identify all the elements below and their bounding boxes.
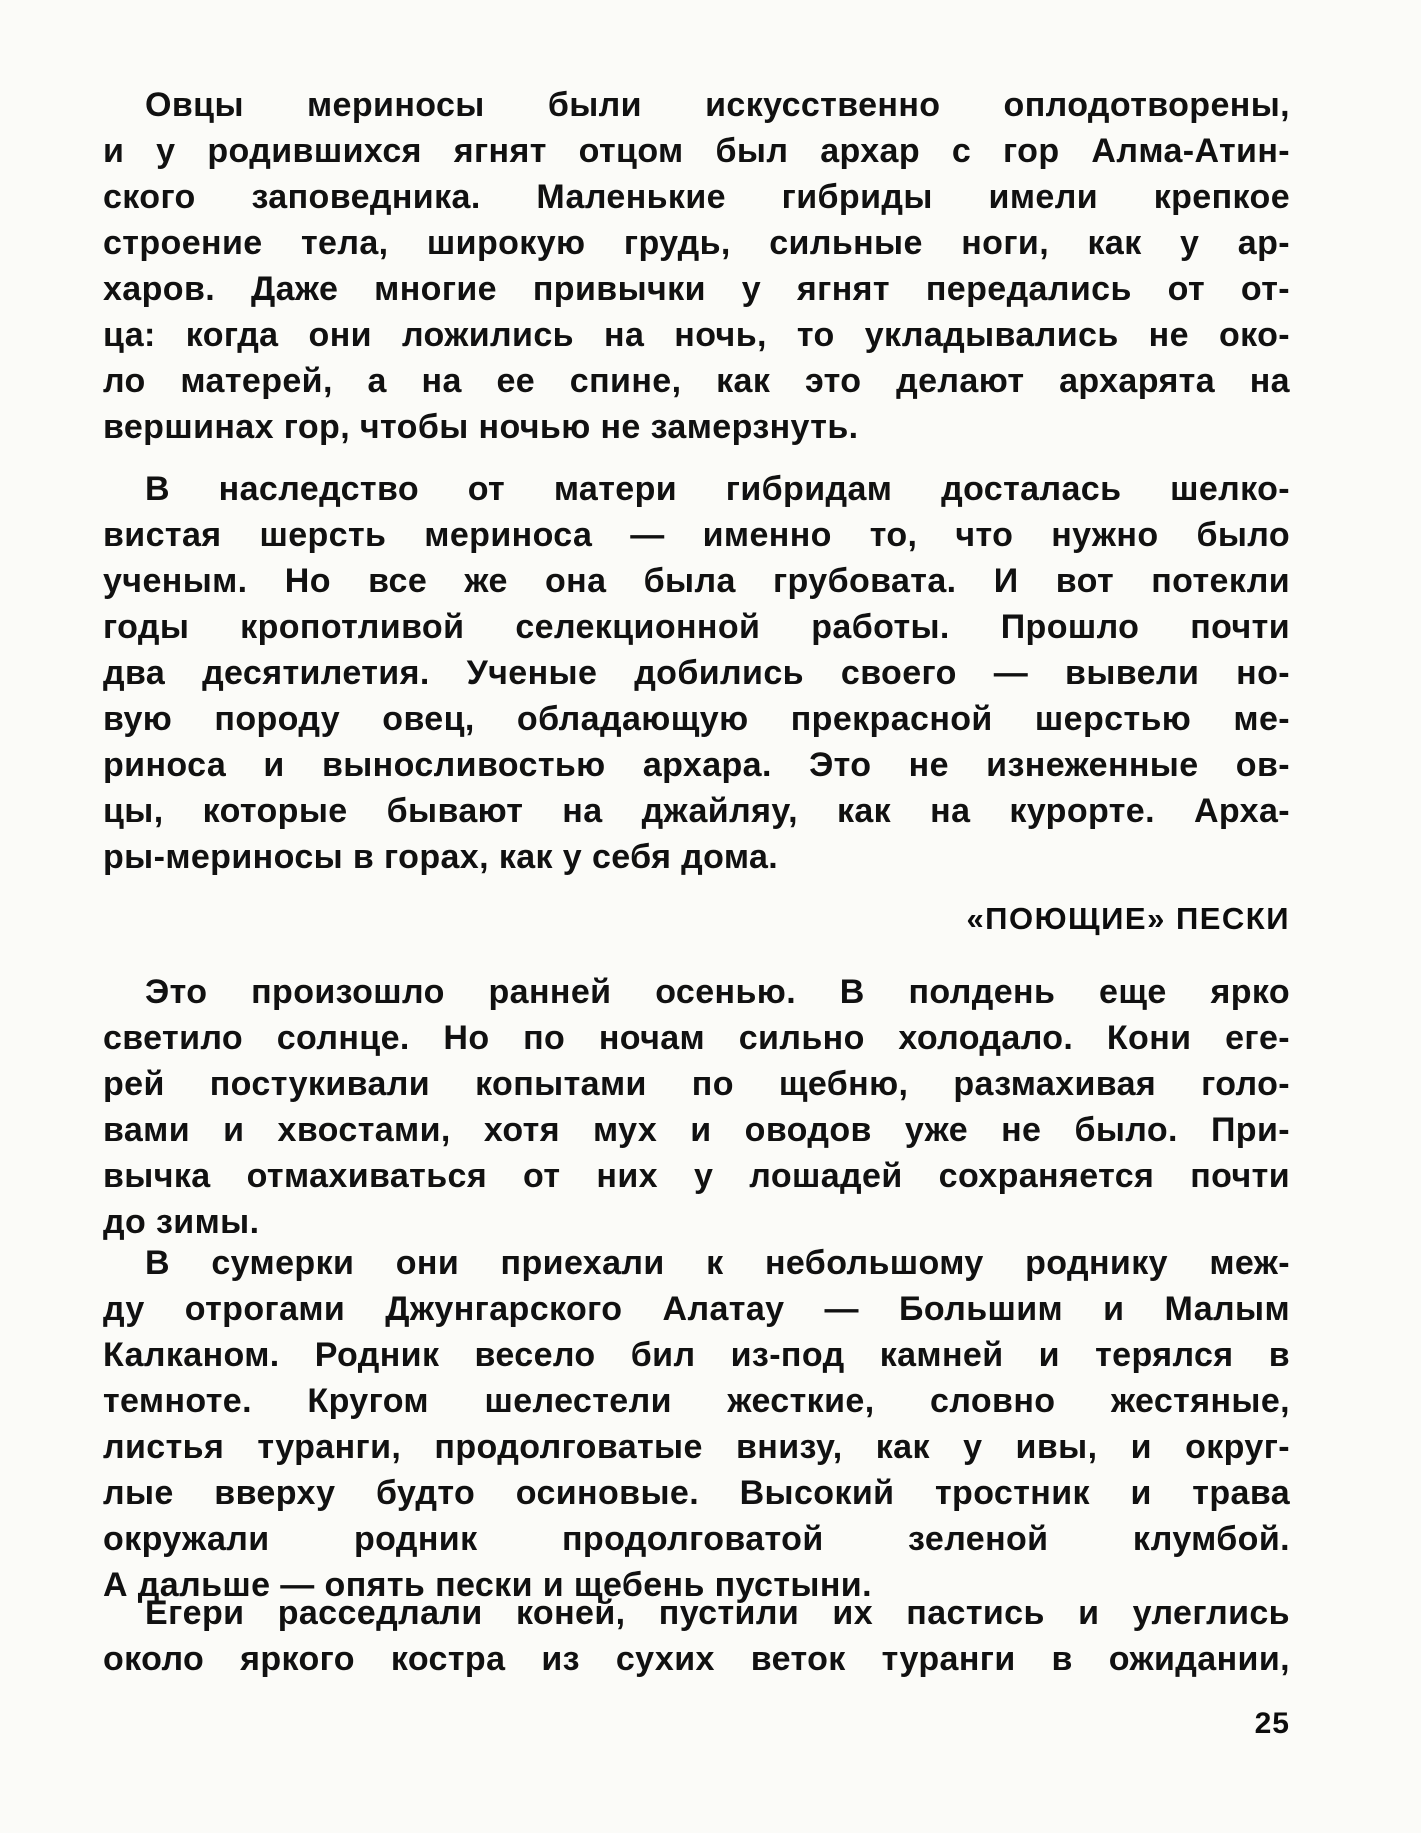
text-line: строение тела, широкую грудь, сильные ноги, как у ар- <box>103 224 1290 262</box>
text-line: и у родившихся ягнят отцом был архар с гор Алма-Атин- <box>103 132 1290 170</box>
text-line: два десятилетия. Ученые добились своего — вывели но- <box>103 654 1290 692</box>
paragraph-1 <box>103 82 1290 450</box>
text-line: вычка отмахиваться от них у лошадей сохраняется почти <box>103 1157 1290 1195</box>
text-line: харов. Даже многие привычки у ягнят передались от от- <box>103 270 1290 308</box>
text-line: вую породу овец, обладающую прекрасной шерстью ме- <box>103 700 1290 738</box>
text-line: около яркого костра из сухих веток туранги в ожидании, <box>103 1640 1290 1678</box>
text-line: ца: когда они ложились на ночь, то укладывались не око- <box>103 316 1290 354</box>
text-line: А дальше — опять пески и щебень пустыни. <box>103 1566 872 1604</box>
text-line: В сумерки они приехали к небольшому роднику меж- <box>145 1244 1290 1282</box>
text-line: Овцы мериносы были искусственно оплодотворены, <box>145 86 1290 124</box>
text-line: ры-мериносы в горах, как у себя дома. <box>103 838 779 876</box>
text-line: вистая шерсть мериноса — именно то, что нужно было <box>103 516 1290 554</box>
text-line: светило солнце. Но по ночам сильно холодало. Кони еге- <box>103 1019 1290 1057</box>
page-number: 25 <box>1254 1707 1290 1740</box>
text-line: В наследство от матери гибридам досталась шелко- <box>145 470 1290 508</box>
text-line: Егери расседлали коней, пустили их пастись и улеглись <box>145 1594 1290 1632</box>
text-line: темноте. Кругом шелестели жесткие, словно жестяные, <box>103 1382 1290 1420</box>
text-line: годы кропотливой селекционной работы. Прошло почти <box>103 608 1290 646</box>
text-block <box>103 0 1290 1833</box>
paragraph-4 <box>103 1240 1290 1608</box>
text-line: ученым. Но все же она была грубовата. И вот потекли <box>103 562 1290 600</box>
paragraph-2 <box>103 466 1290 880</box>
text-line: ло матерей, а на ее спине, как это делают архарята на <box>103 362 1290 400</box>
paragraph-5 <box>103 1590 1290 1682</box>
text-line: Калканом. Родник весело бил из-под камней и терялся в <box>103 1336 1290 1374</box>
paragraph-3 <box>103 969 1290 1245</box>
text-line: окружали родник продолговатой зеленой клумбой. <box>103 1520 1290 1558</box>
text-line: вершинах гор, чтобы ночью не замерзнуть. <box>103 408 859 446</box>
text-line: ского заповедника. Маленькие гибриды имели крепкое <box>103 178 1290 216</box>
text-line: риноса и выносливостью архара. Это не изнеженные ов- <box>103 746 1290 784</box>
text-line: цы, которые бывают на джайляу, как на курорте. Арха- <box>103 792 1290 830</box>
text-line: до зимы. <box>103 1203 260 1241</box>
section-heading: «ПОЮЩИЕ» ПЕСКИ <box>966 901 1290 936</box>
text-line: ду отрогами Джунгарского Алатау — Большим и Малым <box>103 1290 1290 1328</box>
text-line: лые вверху будто осиновые. Высокий тростник и трава <box>103 1474 1290 1512</box>
text-line: рей постукивали копытами по щебню, размахивая голо- <box>103 1065 1290 1103</box>
text-line: Это произошло ранней осенью. В полдень еще ярко <box>145 973 1290 1011</box>
text-line: вами и хвостами, хотя мух и оводов уже не было. При- <box>103 1111 1290 1149</box>
text-line: листья туранги, продолговатые внизу, как у ивы, и округ- <box>103 1428 1290 1466</box>
